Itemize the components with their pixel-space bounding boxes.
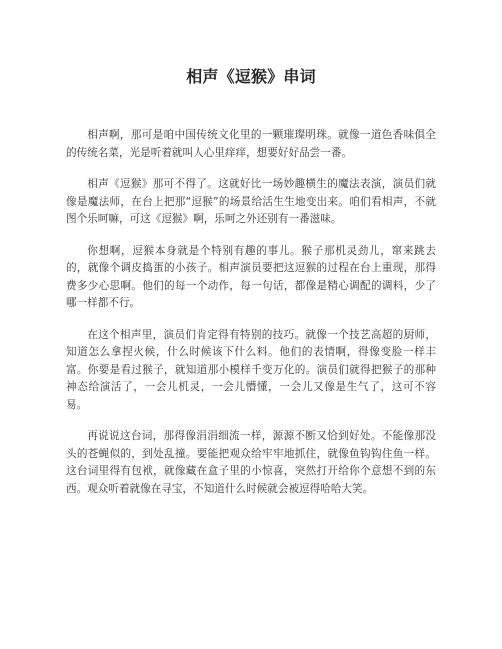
paragraph: 相声啊，那可是咱中国传统文化里的一颗璀璨明珠。就像一道色香味俱全的传统名菜，光是听着就叫人心里痒痒，想要好好品尝一番。 — [66, 129, 436, 159]
document-title: 相声《逗猴》串词 — [186, 67, 316, 86]
paragraph: 你想啊，逗猴本身就是个特别有趣的事儿。猴子那机灵劲儿，窜来跳去的，就像个调皮捣蛋的小孩子。相声演员要把这逗猴的过程在台上重现，那得费多少心思啊。他们的每一个动作，每一句话，都像是精心调配的调料，少了哪一样都不行。 — [66, 244, 436, 309]
paragraph: 再说说这台词，那得像涓涓细流一样，源源不断又恰到好处。不能像那没头的苍蝇似的，到处乱撞。要能把观众给牢牢地抓住，就像鱼钩钩住鱼一样。这台词里得有包袱，就像藏在盒子里的小惊喜，突然打开给你个意想不到的东西。观众听着就像在寻宝，不知道什么时候就会被逗得哈哈大笑。 — [66, 430, 436, 495]
paragraph: 在这个相声里，演员们肯定得有特别的技巧。就像一个技艺高超的厨师，知道怎么拿捏火候，什么时候该下什么料。他们的表情啊，得像变脸一样丰富。你要是看过猴子，就知道那小模样千变万化的。演员们就得把猴子的那种神态给演活了，一会儿机灵，一会儿懵懂，一会儿又像是生气了，这可不容易。 — [66, 328, 436, 411]
paragraph: 相声《逗猴》那可不得了。这就好比一场妙趣横生的魔法表演，演员们就像是魔法师，在台上把那“逗猴”的场景给活生生地变出来。咱们看相声，不就图个乐呵嘛，可这《逗猴》啊，乐呵之外还别有一番滋味。 — [66, 178, 436, 225]
document-body — [66, 127, 436, 512]
